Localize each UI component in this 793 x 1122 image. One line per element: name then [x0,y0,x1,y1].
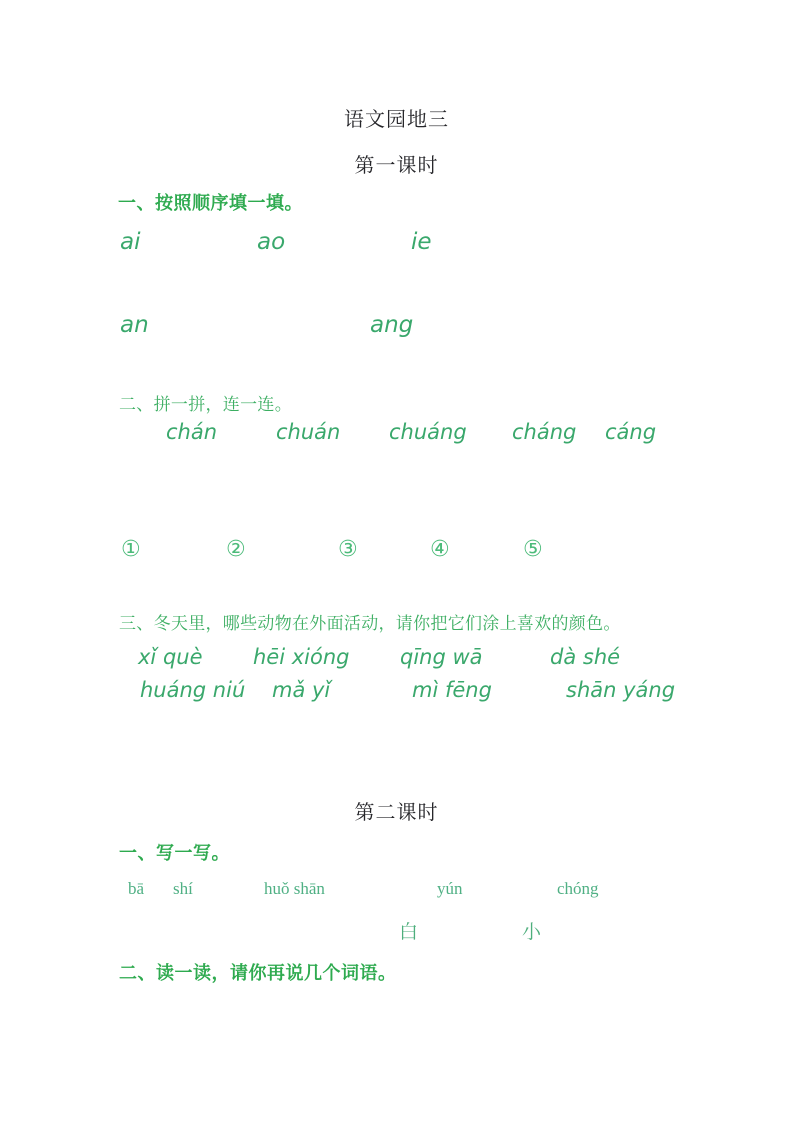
pinyin-ba: bā [128,879,145,898]
pinyin-chong: chóng [557,879,599,898]
pinyin-shanyang: shān yáng [566,678,676,702]
pinyin-ie: ie [411,229,432,255]
hanzi-bai: 白 [399,922,419,943]
pinyin-an: an [120,312,149,338]
lesson1-title: 第一课时 [354,155,439,177]
pinyin-dashe: dà shé [550,645,621,669]
lesson2-section2-heading: 二、读一读，请你再说几个词语。 [119,963,397,983]
lesson2-title: 第二课时 [354,802,439,824]
hanzi-xiao: 小 [522,922,542,943]
circled-number-4: ④ [430,537,450,562]
pinyin-huangniu: huáng niú [140,678,246,702]
circled-number-5: ⑤ [523,537,543,562]
document-title: 语文园地三 [344,109,449,131]
pinyin-ang: ang [370,312,414,338]
pinyin-cang2: cáng [605,420,657,444]
pinyin-heixiong: hēi xióng [253,645,350,669]
pinyin-ao: ao [257,229,286,255]
pinyin-mayi: mǎ yǐ [272,678,331,702]
circled-number-1: ① [121,537,141,562]
pinyin-chuang2: chuáng [389,420,467,444]
circled-number-2: ② [226,537,246,562]
pinyin-shi: shí [173,879,193,898]
pinyin-mifeng: mì fēng [412,678,492,702]
lesson1-section3-heading: 三、冬天里，哪些动物在外面活动，请你把它们涂上喜欢的颜色。 [119,614,621,633]
pinyin-xique: xǐ què [138,645,203,669]
pinyin-chan2: chán [166,420,218,444]
lesson1-section1-heading: 一、按照顺序填一填。 [118,193,303,213]
pinyin-ai: ai [120,229,141,255]
pinyin-chang2: cháng [512,420,577,444]
pinyin-chuan2: chuán [276,420,341,444]
pinyin-huoshan: huǒ shān [264,879,325,898]
lesson1-section2-heading: 二、拼一拼，连一连。 [119,395,292,414]
circled-number-3: ③ [338,537,358,562]
lesson2-section1-heading: 一、写一写。 [119,843,230,863]
pinyin-yun: yún [437,879,463,898]
pinyin-qingwa: qīng wā [400,645,483,669]
